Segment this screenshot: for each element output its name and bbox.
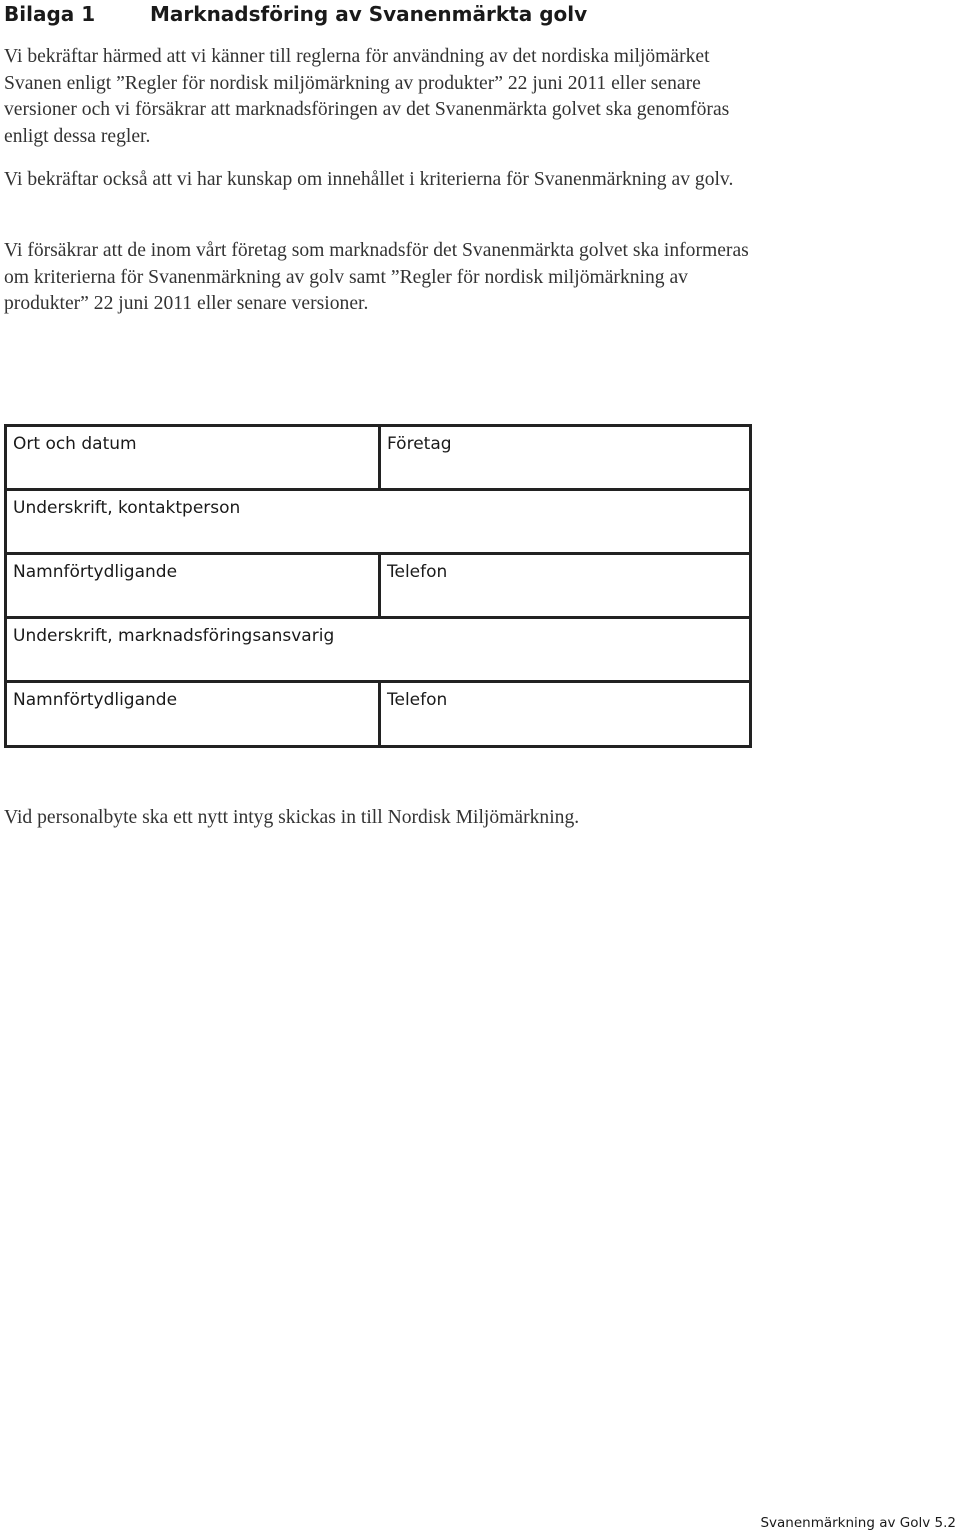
marketing-signature-field[interactable] (7, 619, 752, 683)
phone-field-2[interactable] (381, 683, 752, 748)
name-clarification-label-1: Namnförtydligande (13, 562, 178, 582)
staff-change-note: Vid personalbyte ska ett nytt intyg skickas in till Nordisk Miljömärkning. (4, 807, 580, 828)
name-clarification-label-2: Namnförtydligande (13, 690, 178, 710)
name-clarification-field-2[interactable] (7, 683, 381, 748)
paragraph-assurance: Vi försäkrar att de inom vårt företag som marknadsför det Svanenmärkta golvet ska informeras om kriterierna för Svanenmärkning av golv samt ”Regler för nordisk miljömärkning av produkter” 22 juni 2011 eller senare versioner. (4, 240, 749, 314)
phone-label-1: Telefon (387, 562, 448, 582)
place-date-label: Ort och datum (13, 434, 137, 454)
name-clarification-field-1[interactable] (7, 555, 381, 619)
marketing-signature-label: Underskrift, marknadsföringsansvarig (13, 626, 335, 646)
contact-signature-field[interactable] (7, 491, 752, 555)
place-date-field[interactable] (7, 427, 381, 491)
phone-field-1[interactable] (381, 555, 752, 619)
company-field[interactable] (381, 427, 752, 491)
page-title: Marknadsföring av Svanenmärkta golv (150, 2, 588, 26)
signature-form (4, 424, 752, 748)
phone-label-2: Telefon (387, 690, 448, 710)
page-footer: Svanenmärkning av Golv 5.2 (760, 1515, 956, 1531)
company-label: Företag (387, 434, 452, 454)
paragraph-confirmation: Vi bekräftar härmed att vi känner till reglerna för användning av det nordiska miljömärket Svanen enligt ”Regler för nordisk miljömärkning av produkter” 22 juni 2011 eller senare versioner och vi försäkrar att marknadsföringen av det Svanenmärkta golvet ska genomföras enligt dessa regler. (4, 46, 730, 147)
annex-label: Bilaga 1 (4, 2, 96, 26)
contact-signature-label: Underskrift, kontaktperson (13, 498, 241, 518)
paragraph-knowledge: Vi bekräftar också att vi har kunskap om innehållet i kriterierna för Svanenmärkning av golv. (4, 169, 734, 190)
